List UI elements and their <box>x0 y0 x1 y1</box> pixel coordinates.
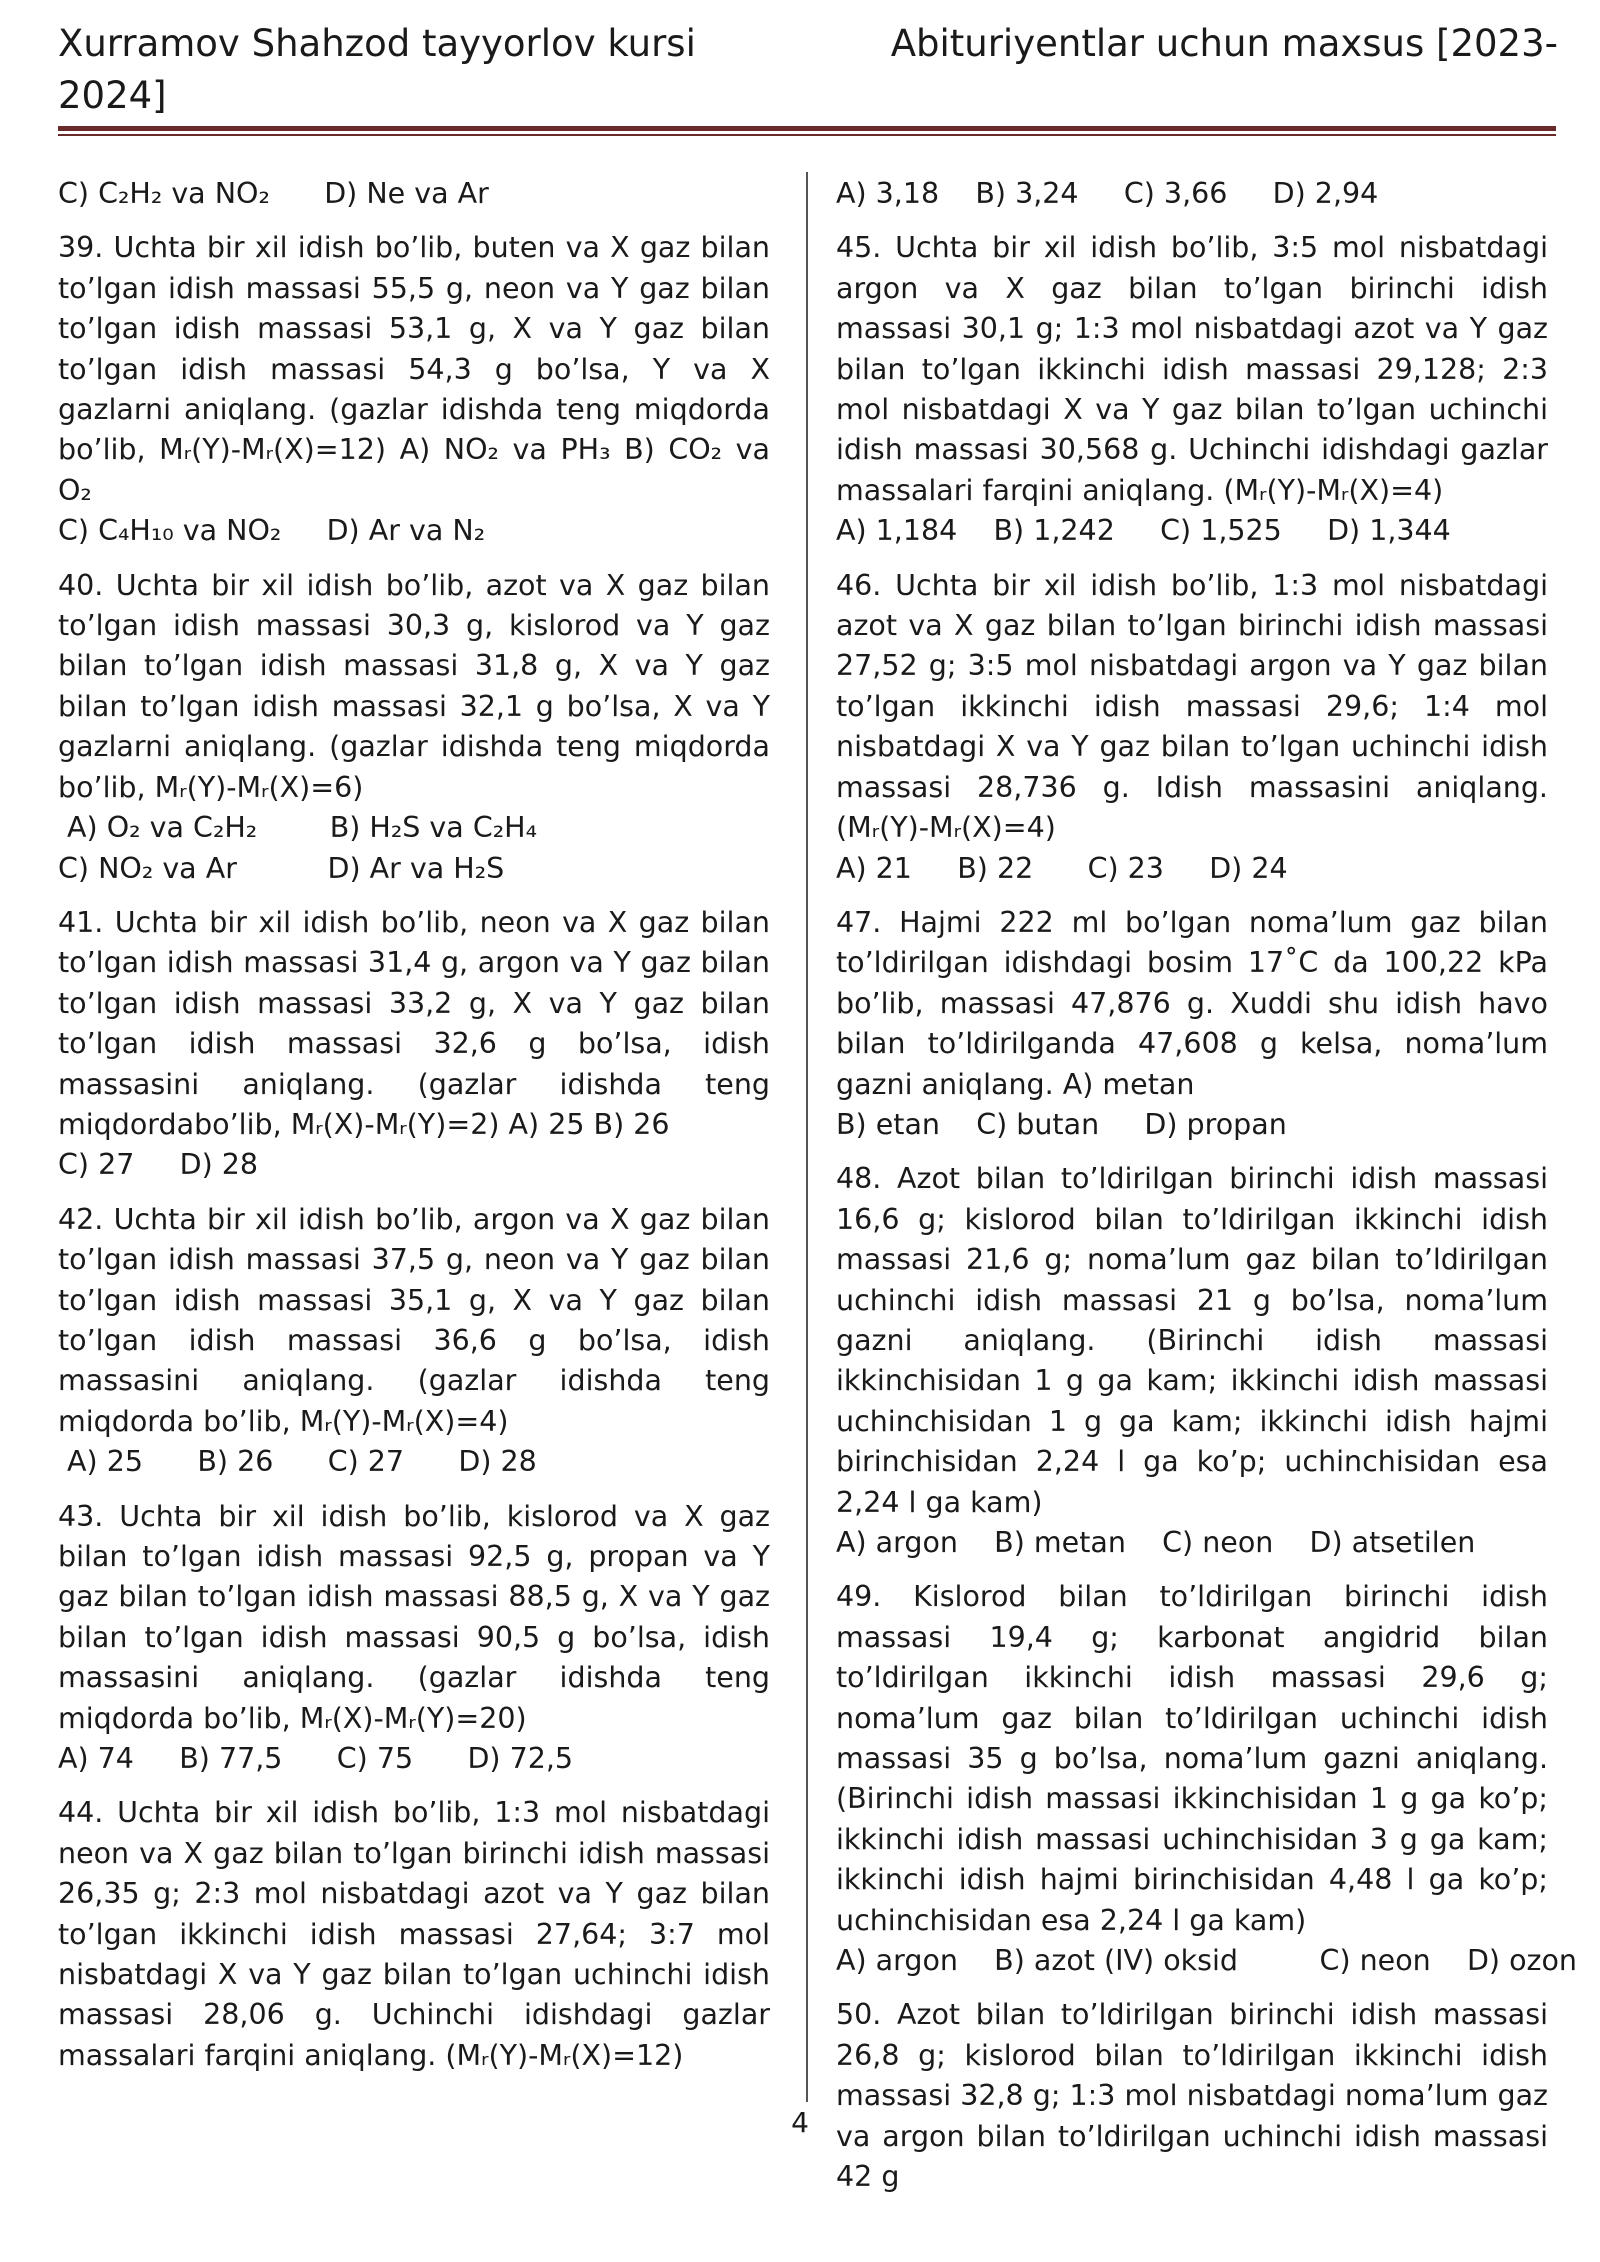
options-line: A) 74 B) 77,5 C) 75 D) 72,5 <box>58 1742 574 1776</box>
options-line: C) 27 D) 28 <box>58 1148 259 1182</box>
question-48 <box>836 1159 1548 1563</box>
options-line: A) 25 B) 26 C) 27 D) 28 <box>58 1445 537 1479</box>
question-40 <box>58 566 770 889</box>
left-top-options <box>58 174 770 214</box>
question-text: 43. Uchta bir xil idish bo’lib, kislorod va X gaz bilan to’lgan idish massasi 92,5 g, propan va Y gaz bilan to’lgan idish massasi 88,5 g, X va Y gaz bilan to’lgan idish massasi 90,5 g bo’lsa, idish massasini aniqlang. (gazlar idishda teng miqdorda bo’lib, Mᵣ(X)-Mᵣ(Y)=20) <box>58 1499 770 1735</box>
header-rule-thick <box>58 126 1556 131</box>
options-line: A) 3,18 B) 3,24 C) 3,66 D) 2,94 <box>836 177 1379 210</box>
options-line: C) NO₂ va Ar D) Ar va H₂S <box>58 851 505 885</box>
question-44 <box>58 1793 770 2076</box>
question-text: 45. Uchta bir xil idish bo’lib, 3:5 mol nisbatdagi argon va X gaz bilan to’lgan birinchi idish massasi 30,1 g; 1:3 mol nisbatdagi azot va Y gaz bilan to’lgan ikkinchi idish massasi 29,128; 2:3 mol nisbatdagi X va Y gaz bilan to’lgan uchinchi idish massasi 30,568 g. Uchinchi idishdagi gazlar massalari farqini aniqlang. (Mᵣ(Y)-Mᵣ(X)=4) <box>836 231 1548 507</box>
question-text: 40. Uchta bir xil idish bo’lib, azot va X gaz bilan to’lgan idish massasi 30,3 g, kislorod va Y gaz bilan to’lgan idish massasi 31,8 g, X va Y gaz bilan to’lgan idish massasi 32,1 g bo’lsa, X va Y gazlarni aniqlang. (gazlar idishda teng miqdorda bo’lib, Mᵣ(Y)-Mᵣ(X)=6) <box>58 568 770 804</box>
left-column <box>58 174 770 2090</box>
page-number: 4 <box>791 2106 809 2139</box>
options-line: A) O₂ va C₂H₂ B) H₂S va C₂H₄ <box>58 811 538 845</box>
options-line: B) etan C) butan D) propan <box>836 1107 1287 1141</box>
question-text: 46. Uchta bir xil idish bo’lib, 1:3 mol nisbatdagi azot va X gaz bilan to’lgan birinchi idish massasi 27,52 g; 3:5 mol nisbatdagi argon va Y gaz bilan to’lgan ikkinchi idish massasi 29,6; 1:4 mol nisbatdagi X va Y gaz bilan to’lgan uchinchi idish massasi 28,736 g. Idish massasini aniqlang. (Mᵣ(Y)-Mᵣ(X)=4) <box>836 568 1548 845</box>
question-text: 42. Uchta bir xil idish bo’lib, argon va X gaz bilan to’lgan idish massasi 37,5 g, neon va Y gaz bilan to’lgan idish massasi 35,1 g, X va Y gaz bilan to’lgan idish massasi 36,6 g bo’lsa, idish massasini aniqlang. (gazlar idishda teng miqdorda bo’lib, Mᵣ(Y)-Mᵣ(X)=4) <box>58 1202 770 1438</box>
options-line: A) 21 B) 22 C) 23 D) 24 <box>836 851 1288 885</box>
question-text: 44. Uchta bir xil idish bo’lib, 1:3 mol nisbatdagi neon va X gaz bilan to’lgan birinchi idish massasi 26,35 g; 2:3 mol nisbatdagi azot va Y gaz bilan to’lgan ikkinchi idish massasi 27,64; 3:7 mol nisbatdagi X va Y gaz bilan to’lgan uchinchi idish massasi 28,06 g. Uchinchi idishdagi gazlar massalari farqini aniqlang. (Mᵣ(Y)-Mᵣ(X)=12) <box>58 1796 770 2072</box>
question-text: 49. Kislorod bilan to’ldirilgan birinchi idish massasi 19,4 g; karbonat angidrid bilan to’ldirilgan ikkinchi idish massasi 29,6 g; noma’lum gaz bilan to’ldirilgan uchinchi idish massasi 35 g bo’lsa, noma’lum gazni aniqlang. (Birinchi idish massasi ikkinchisidan 1 g ga ko’p; ikkinchi idish massasi uchinchisidan 3 g ga kam; ikkinchi idish hajmi birinchisidan 4,48 l ga ko’p; uchinchisidan esa 2,24 l ga kam) <box>836 1580 1548 1937</box>
question-43 <box>58 1497 770 1780</box>
question-text: 48. Azot bilan to’ldirilgan birinchi idish massasi 16,6 g; kislorod bilan to’ldirilgan ikkinchi idish massasi 21,6 g; noma’lum gaz bilan to’ldirilgan uchinchi idish massasi 21 g bo’lsa, noma’lum gazni aniqlang. (Birinchi idish massasi ikkinchisidan 1 g ga kam; ikkinchi idish massasi uchinchisidan 1 g ga kam; ikkinchi idish hajmi birinchisidan 2,24 l ga ko’p; uchinchisidan esa 2,24 l ga kam) <box>836 1162 1548 1519</box>
question-42 <box>58 1200 770 1483</box>
column-divider <box>806 172 808 2102</box>
question-50 <box>836 1995 1548 2197</box>
question-47 <box>836 903 1548 1145</box>
options-line: A) argon B) metan C) neon D) atsetilen <box>836 1526 1476 1559</box>
header-rule-thin <box>58 134 1556 136</box>
question-text: 41. Uchta bir xil idish bo’lib, neon va X gaz bilan to’lgan idish massasi 31,4 g, argon va Y gaz bilan to’lgan idish massasi 33,2 g, X va Y gaz bilan to’lgan idish massasi 32,6 g bo’lsa, idish massasini aniqlang. (gazlar idishda teng miqdordabo’lib, Mᵣ(X)-Mᵣ(Y)=2) A) 25 B) 26 <box>58 905 770 1141</box>
right-column <box>836 174 1577 2212</box>
header-left-text: Xurramov Shahzod tayyorlov kursi 2024] <box>58 22 696 117</box>
question-39 <box>58 228 770 551</box>
page-header <box>58 18 1558 128</box>
question-41 <box>58 903 770 1186</box>
options-line: C) C₄H₁₀ va NO₂ D) Ar va N₂ <box>58 514 486 548</box>
header-right-text: Abituriyentlar uchun maxsus [2023- <box>890 22 1558 65</box>
options-line: A) argon B) azot (IV) oksid C) neon D) ozon <box>836 1944 1577 1978</box>
right-top-options <box>836 174 1548 214</box>
question-45 <box>836 228 1548 551</box>
question-46 <box>836 566 1548 889</box>
question-49 <box>836 1577 1577 1981</box>
question-text: 50. Azot bilan to’ldirilgan birinchi idish massasi 26,8 g; kislorod bilan to’ldirilgan ikkinchi idish massasi 32,8 g; 1:3 mol nisbatdagi noma’lum gaz va argon bilan to’ldirilgan uchinchi idish massasi 42 g <box>836 1998 1548 2194</box>
options-line: A) 1,184 B) 1,242 C) 1,525 D) 1,344 <box>836 514 1451 548</box>
options-line: C) C₂H₂ va NO₂ D) Ne va Ar <box>58 177 489 210</box>
question-text: 39. Uchta bir xil idish bo’lib, buten va X gaz bilan to’lgan idish massasi 55,5 g, neon va Y gaz bilan to’lgan idish massasi 53,1 g, X va Y gaz bilan to’lgan idish massasi 54,3 g bo’lsa, Y va X gazlarni aniqlang. (gazlar idishda teng miqdorda bo’lib, Mᵣ(Y)-Mᵣ(X)=12) A) NO₂ va PH₃ B) CO₂ va O₂ <box>58 231 770 507</box>
question-text: 47. Hajmi 222 ml bo’lgan noma’lum gaz bilan to’ldirilgan idishdagi bosim 17˚C da 100,22 kPa bo’lib, massasi 47,876 g. Xuddi shu idish havo bilan to’ldirilganda 47,608 g kelsa, noma’lum gazni aniqlang. A) metan <box>836 905 1548 1101</box>
